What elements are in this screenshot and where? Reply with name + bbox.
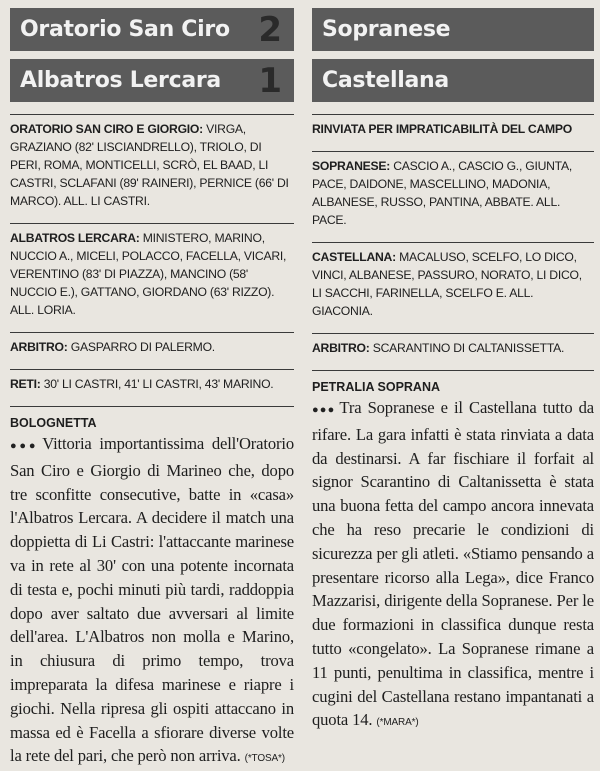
article-text: Vittoria importantissima dell'Oratorio San Ciro e Giorgio di Marineo che, dopo tre sconfitte consecutive, batte in «casa» l'Albatros Lercara. A decidere il match una doppietta di Li Castri: l'attaccante marinese va in rete al 30' con una potente incornata di testa e, pochi minuti più tardi, raddoppia dopo aver saltato due avversari al limite dell'area. L'Albatros non molla e Marino, in chiusura di primo tempo, trova impreparata la difesa marinese e riapre i giochi. Nella ripresa gli ospiti attaccano in massa ed è Facella a sfiorare diverse volte la rete del pari, che però non arriva. [10, 434, 294, 766]
referee-line [312, 334, 594, 362]
home-score-bar [312, 8, 594, 51]
article-body [312, 396, 594, 735]
match-column-right [312, 8, 594, 735]
bullet-dots: ●●● [312, 404, 336, 416]
article-text: Tra Sopranese e il Castellana tutto da rifare. La gara infatti è stata rinviata a data da destinarsi. A far fischiare il forfait al signor Scarantino di Caltanissetta è stata una buona fetta del campo ancora innevata che ha reso precarie le condizioni di sicurezza per gli atleti. «Stiamo pensando a presentare ricorso alla Lega», dice Franco Mazzarisi, dirigente della Sopranese. Per le due formazioni in classifica dunque resta tutto «congelato». La Sopranese rimane a 11 punti, penultima in classifica, mentre i cugini del Castellana restano impantanati a quota 14. [312, 398, 594, 730]
referee-line [10, 333, 294, 361]
divider [10, 406, 294, 407]
away-lineup-label: CASTELLANA: [312, 250, 396, 264]
article-signature: (*MARA*) [376, 717, 419, 729]
home-lineup [312, 152, 594, 234]
home-score: 2 [258, 9, 282, 50]
away-lineup-text: MACALUSO, SCELFO, LO DICO, VINCI, ALBANESE, PASSURO, NORATO, LI DICO, LI SACCHI, FARINELLA, SCELFO E. ALL. GIACONIA. [312, 250, 582, 318]
away-score-bar [312, 59, 594, 102]
home-lineup [10, 115, 294, 215]
referee-name: GASPARRO DI PALERMO. [70, 340, 215, 354]
away-lineup [10, 224, 294, 324]
divider [312, 370, 594, 371]
away-team-name: Albatros Lercara [20, 68, 221, 93]
goals-line [10, 370, 294, 398]
away-score-bar [10, 59, 294, 102]
article-body [10, 432, 294, 771]
home-score-bar [10, 8, 294, 51]
home-team-name: Oratorio San Ciro [20, 17, 230, 42]
bullet-dots: ●●● [10, 440, 39, 452]
referee-label: ARBITRO: [312, 341, 370, 355]
away-lineup-text: MINISTERO, MARINO, NUCCIO A., MICELI, POLACCO, FACELLA, VICARI, VERENTINO (83' DI PIAZZA), MANCINO (58' NUCCIO E.), GATTANO, GIORDANO (63' RIZZO). ALL. LORIA. [10, 231, 287, 317]
away-lineup [312, 243, 594, 325]
match-status [312, 115, 594, 143]
article-location: PETRALIA SOPRANA [312, 380, 441, 394]
away-team-name: Castellana [322, 68, 449, 93]
home-lineup-label: SOPRANESE: [312, 159, 391, 173]
goals-label: RETI: [10, 377, 41, 391]
goals-text: 30' LI CASTRI, 41' LI CASTRI, 43' MARINO. [43, 377, 274, 391]
away-lineup-label: ALBATROS LERCARA: [10, 231, 140, 245]
home-lineup-label: ORATORIO SAN CIRO E GIORGIO: [10, 122, 203, 136]
home-lineup-text: VIRGA, GRAZIANO (82' LISCIANDRELLO), TRIOLO, DI PERI, ROMA, MONTICELLI, SCRÒ, EL BAAD, LI CASTRI, SCLAFANI (89' RAINERI), PERNICE (66' DI MARCO). ALL. LI CASTRI. [10, 122, 289, 208]
home-team-name: Sopranese [322, 17, 451, 42]
status-text: RINVIATA PER IMPRATICABILITÀ DEL CAMPO [312, 122, 572, 136]
referee-name: SCARANTINO DI CALTANISSETTA. [372, 341, 565, 355]
referee-label: ARBITRO: [10, 340, 68, 354]
article-signature: (*TOSA*) [244, 753, 285, 765]
away-score: 1 [258, 60, 282, 101]
article-location: BOLOGNETTA [10, 416, 97, 430]
match-column-left [10, 8, 294, 771]
home-lineup-text: CASCIO A., CASCIO G., GIUNTA, PACE, DAIDONE, MASCELLINO, MADONIA, ALBANESE, RUSSO, PANTINA, ABBATE. ALL. PACE. [312, 159, 572, 227]
